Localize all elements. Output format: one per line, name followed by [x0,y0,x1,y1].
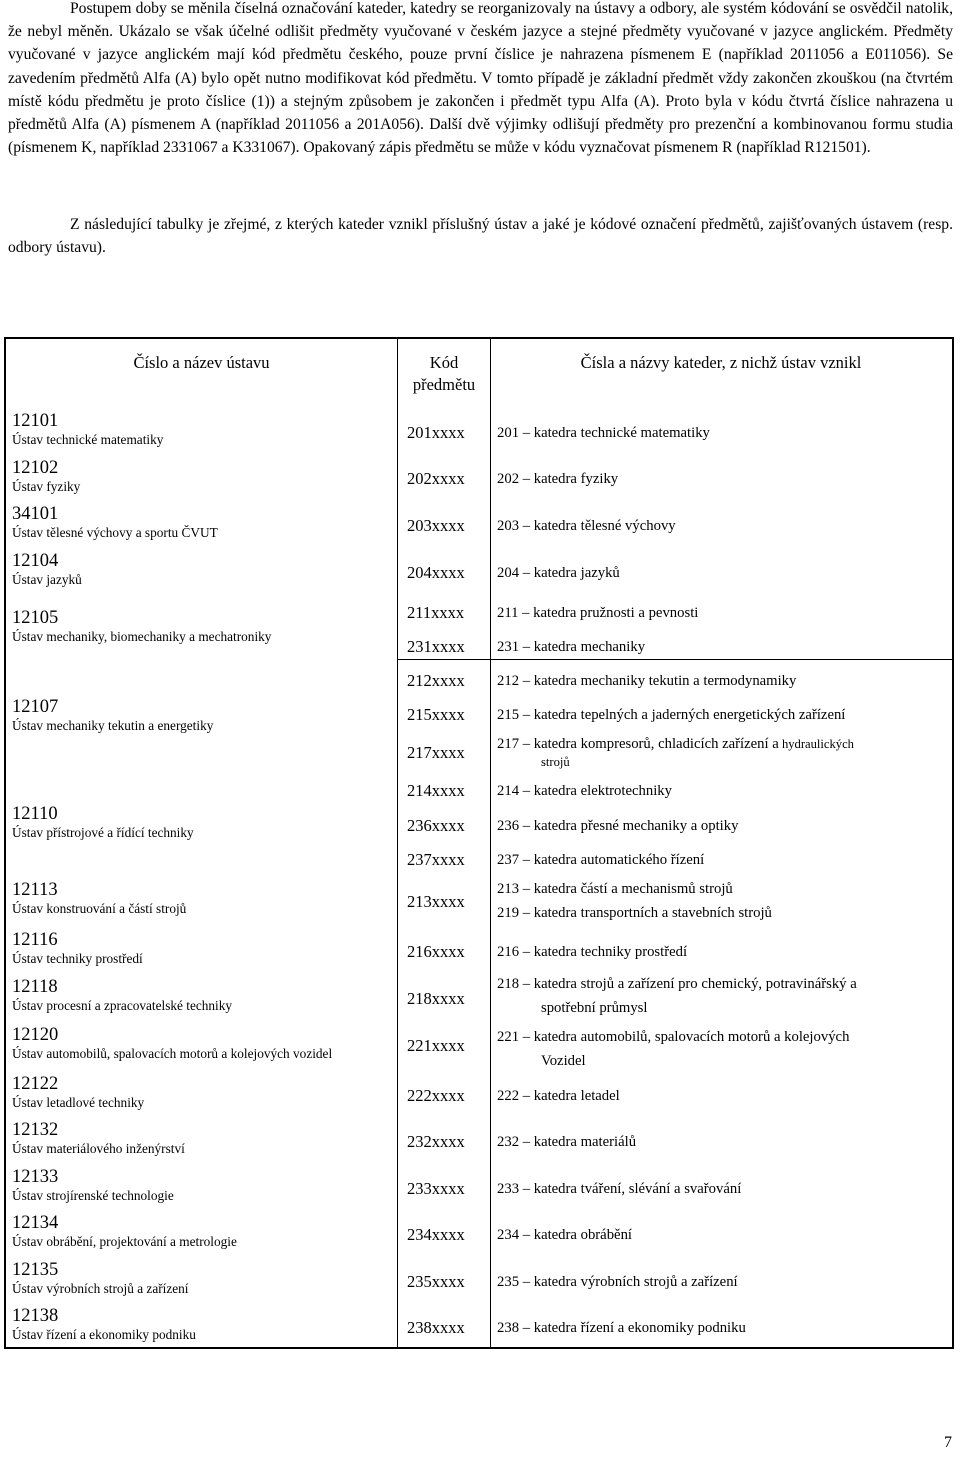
header-code: Kód předmětu [412,353,476,394]
page-number: 7 [944,1434,952,1451]
department-name [497,877,772,925]
department-name-second: 219 – katedra transportních a stavebních strojů [497,905,772,921]
institute-entry [12,976,232,1014]
institute-name: Ústav strojírenské technologie [12,1188,174,1203]
institute-name: Ústav mechaniky, biomechaniky a mechatroniky [12,629,272,644]
subject-code: 215xxxx [407,705,465,724]
department-name [497,1025,849,1073]
intro-paragraph: Postupem doby se měnila číselná označování kateder, katedry se reorganizovaly na ústavy a odbory, ale systém kódování se osvědčil natolik, že nebyl měněn. Ukázalo se však účelné odlišit předměty vyučované v českém jazyce a stejné předměty vyučované v jazyce anglickém. Předměty vyučované v jazyce anglickém mají kód předmětu českého, pouze první číslice je nahrazena písmenem E (například 2011056 a E011056). Se zavedením předmětů Alfa (A) bylo opět nutno modifikovat kód předmětu. V tomto případě je základní předmět vždy zakončen zkouškou (na čtvrtém místě kódu předmětu je proto číslice (1)) a stejným způsobem je zakončen i předmět typu Alfa (A). Proto byla v kódu čtvrtá číslice nahrazena u předmětů Alfa (A) písmenem A (například 2011056 a 201A056). Další dvě výjimky odlišují předměty pro prezenční a kombinovanou formu studia (písmenem K, například 2331067 a K331067). Opakovaný zápis předmětu se může v kódu vyznačovat písmenem R (například R121501). [8,0,953,157]
institute-name: Ústav fyziky [12,479,81,494]
institute-entry [12,1305,196,1343]
institute-name: Ústav výrobních strojů a zařízení [12,1281,189,1296]
subject-code: 237xxxx [407,850,465,869]
institute-entry [12,1119,185,1157]
institute-entry [12,1212,237,1250]
subject-code: 218xxxx [407,989,465,1008]
subject-code: 213xxxx [407,892,465,911]
institute-entry [12,503,218,541]
subject-code: 217xxxx [407,743,465,762]
subject-code: 222xxxx [407,1086,465,1105]
subject-code: 214xxxx [407,781,465,800]
column-divider [490,339,491,1347]
departments-table [4,337,954,1349]
department-name: 212 – katedra mechaniky tekutin a termodynamiky [497,673,797,689]
department-name [497,735,854,771]
department-name: 211 – katedra pružnosti a pevnosti [497,605,699,621]
subject-code: 211xxxx [407,603,465,622]
subject-code: 236xxxx [407,816,465,835]
institute-entry [12,457,80,495]
department-name-continued: spotřební průmysl [541,1000,648,1016]
subject-code: 235xxxx [407,1272,465,1291]
institute-entry [12,607,271,645]
subject-code: 238xxxx [407,1318,465,1337]
department-name-main: 217 – katedra kompresorů, chladicích zařízení a [497,736,779,752]
subject-code: 232xxxx [407,1132,465,1151]
institute-name: Ústav automobilů, spalovacích motorů a kolejových vozidel [12,1046,333,1061]
institute-entry [12,696,213,734]
institute-entry [12,803,194,841]
header-departments: Čísla a názvy kateder, z nichž ústav vznikl [580,353,862,372]
institute-number: 12110 [12,804,58,824]
institute-number: 12120 [12,1025,59,1045]
department-name-first: 213 – katedra částí a mechanismů strojů [497,881,733,897]
subject-code: 212xxxx [407,671,465,690]
column-divider [397,339,398,1347]
institute-name: Ústav konstruování a částí strojů [12,901,187,916]
department-name: 237 – katedra automatického řízení [497,852,705,868]
subject-code: 216xxxx [407,942,465,961]
institute-entry [12,550,82,588]
subject-code: 234xxxx [407,1225,465,1244]
institute-number: 12118 [12,977,58,997]
institute-number: 12113 [12,880,58,900]
department-name: 214 – katedra elektrotechniky [497,783,672,799]
subject-code: 203xxxx [407,516,465,535]
institute-number: 12133 [12,1167,59,1187]
institute-name: Ústav tělesné výchovy a sportu ČVUT [12,525,218,540]
institute-number: 12101 [12,411,59,431]
department-name: 236 – katedra přesné mechaniky a optiky [497,818,739,834]
department-name: 231 – katedra mechaniky [497,639,646,655]
department-name-first: 218 – katedra strojů a zařízení pro chemický, potravinářský a [497,976,857,992]
institute-entry [12,1166,174,1204]
department-name: 203 – katedra tělesné výchovy [497,518,676,534]
department-name: 233 – katedra tváření, slévání a svařování [497,1181,742,1197]
institute-number: 12132 [12,1120,59,1140]
header-institute: Číslo a název ústavu [133,353,270,372]
institute-number: 12104 [12,551,59,571]
institute-number: 12102 [12,458,59,478]
institute-number: 12138 [12,1306,59,1326]
department-name-continued: strojů [541,755,570,769]
department-name: 201 – katedra technické matematiky [497,425,710,441]
subject-code: 202xxxx [407,469,465,488]
subject-code: 233xxxx [407,1179,465,1198]
department-name: 235 – katedra výrobních strojů a zařízení [497,1274,738,1290]
department-name-first: 221 – katedra automobilů, spalovacích motorů a kolejových [497,1029,850,1045]
institute-name: Ústav přístrojové a řídící techniky [12,825,194,840]
institute-name: Ústav technické matematiky [12,432,164,447]
institute-entry [12,1259,189,1297]
department-name: 202 – katedra fyziky [497,471,619,487]
department-name: 204 – katedra jazyků [497,565,620,581]
subject-code: 204xxxx [407,563,465,582]
department-name: 232 – katedra materiálů [497,1134,637,1150]
institute-entry [12,929,143,967]
institute-name: Ústav mechaniky tekutin a energetiky [12,718,214,733]
department-name: 238 – katedra řízení a ekonomiky podniku [497,1320,746,1336]
institute-name: Ústav obrábění, projektování a metrologie [12,1234,237,1249]
subject-code: 201xxxx [407,423,465,442]
institute-entry [12,1073,144,1111]
institute-entry [12,1024,332,1062]
institute-name: Ústav jazyků [12,572,82,587]
department-name-small: hydraulických [778,737,854,751]
department-name: 215 – katedra tepelných a jaderných energetických zařízení [497,707,846,723]
subject-code: 231xxxx [407,637,465,656]
institute-number: 12135 [12,1260,59,1280]
institute-name: Ústav techniky prostředí [12,951,143,966]
institute-name: Ústav materiálového inženýrství [12,1141,185,1156]
department-name-continued: Vozidel [541,1053,586,1069]
institute-number: 12134 [12,1213,59,1233]
institute-number: 12116 [12,930,58,950]
subject-code: 221xxxx [407,1036,465,1055]
institute-entry [12,410,163,448]
department-name: 216 – katedra techniky prostředí [497,944,688,960]
institute-name: Ústav procesní a zpracovatelské techniky [12,998,233,1013]
institute-number: 12105 [12,608,59,628]
table-intro-paragraph: Z následující tabulky je zřejmé, z kterých kateder vznikl příslušný ústav a jaké je kódové označení předmětů, zajišťovaných ústavem (resp. odbory ústavu). [8,216,953,257]
department-name [497,972,857,1020]
institute-number: 12122 [12,1074,59,1094]
department-name: 222 – katedra letadel [497,1088,620,1104]
institute-entry [12,879,186,917]
institute-name: Ústav letadlové techniky [12,1095,145,1110]
institute-number: 34101 [12,504,59,524]
institute-number: 12107 [12,697,59,717]
institute-name: Ústav řízení a ekonomiky podniku [12,1327,196,1342]
row-divider [397,659,952,660]
department-name: 234 – katedra obrábění [497,1227,632,1243]
